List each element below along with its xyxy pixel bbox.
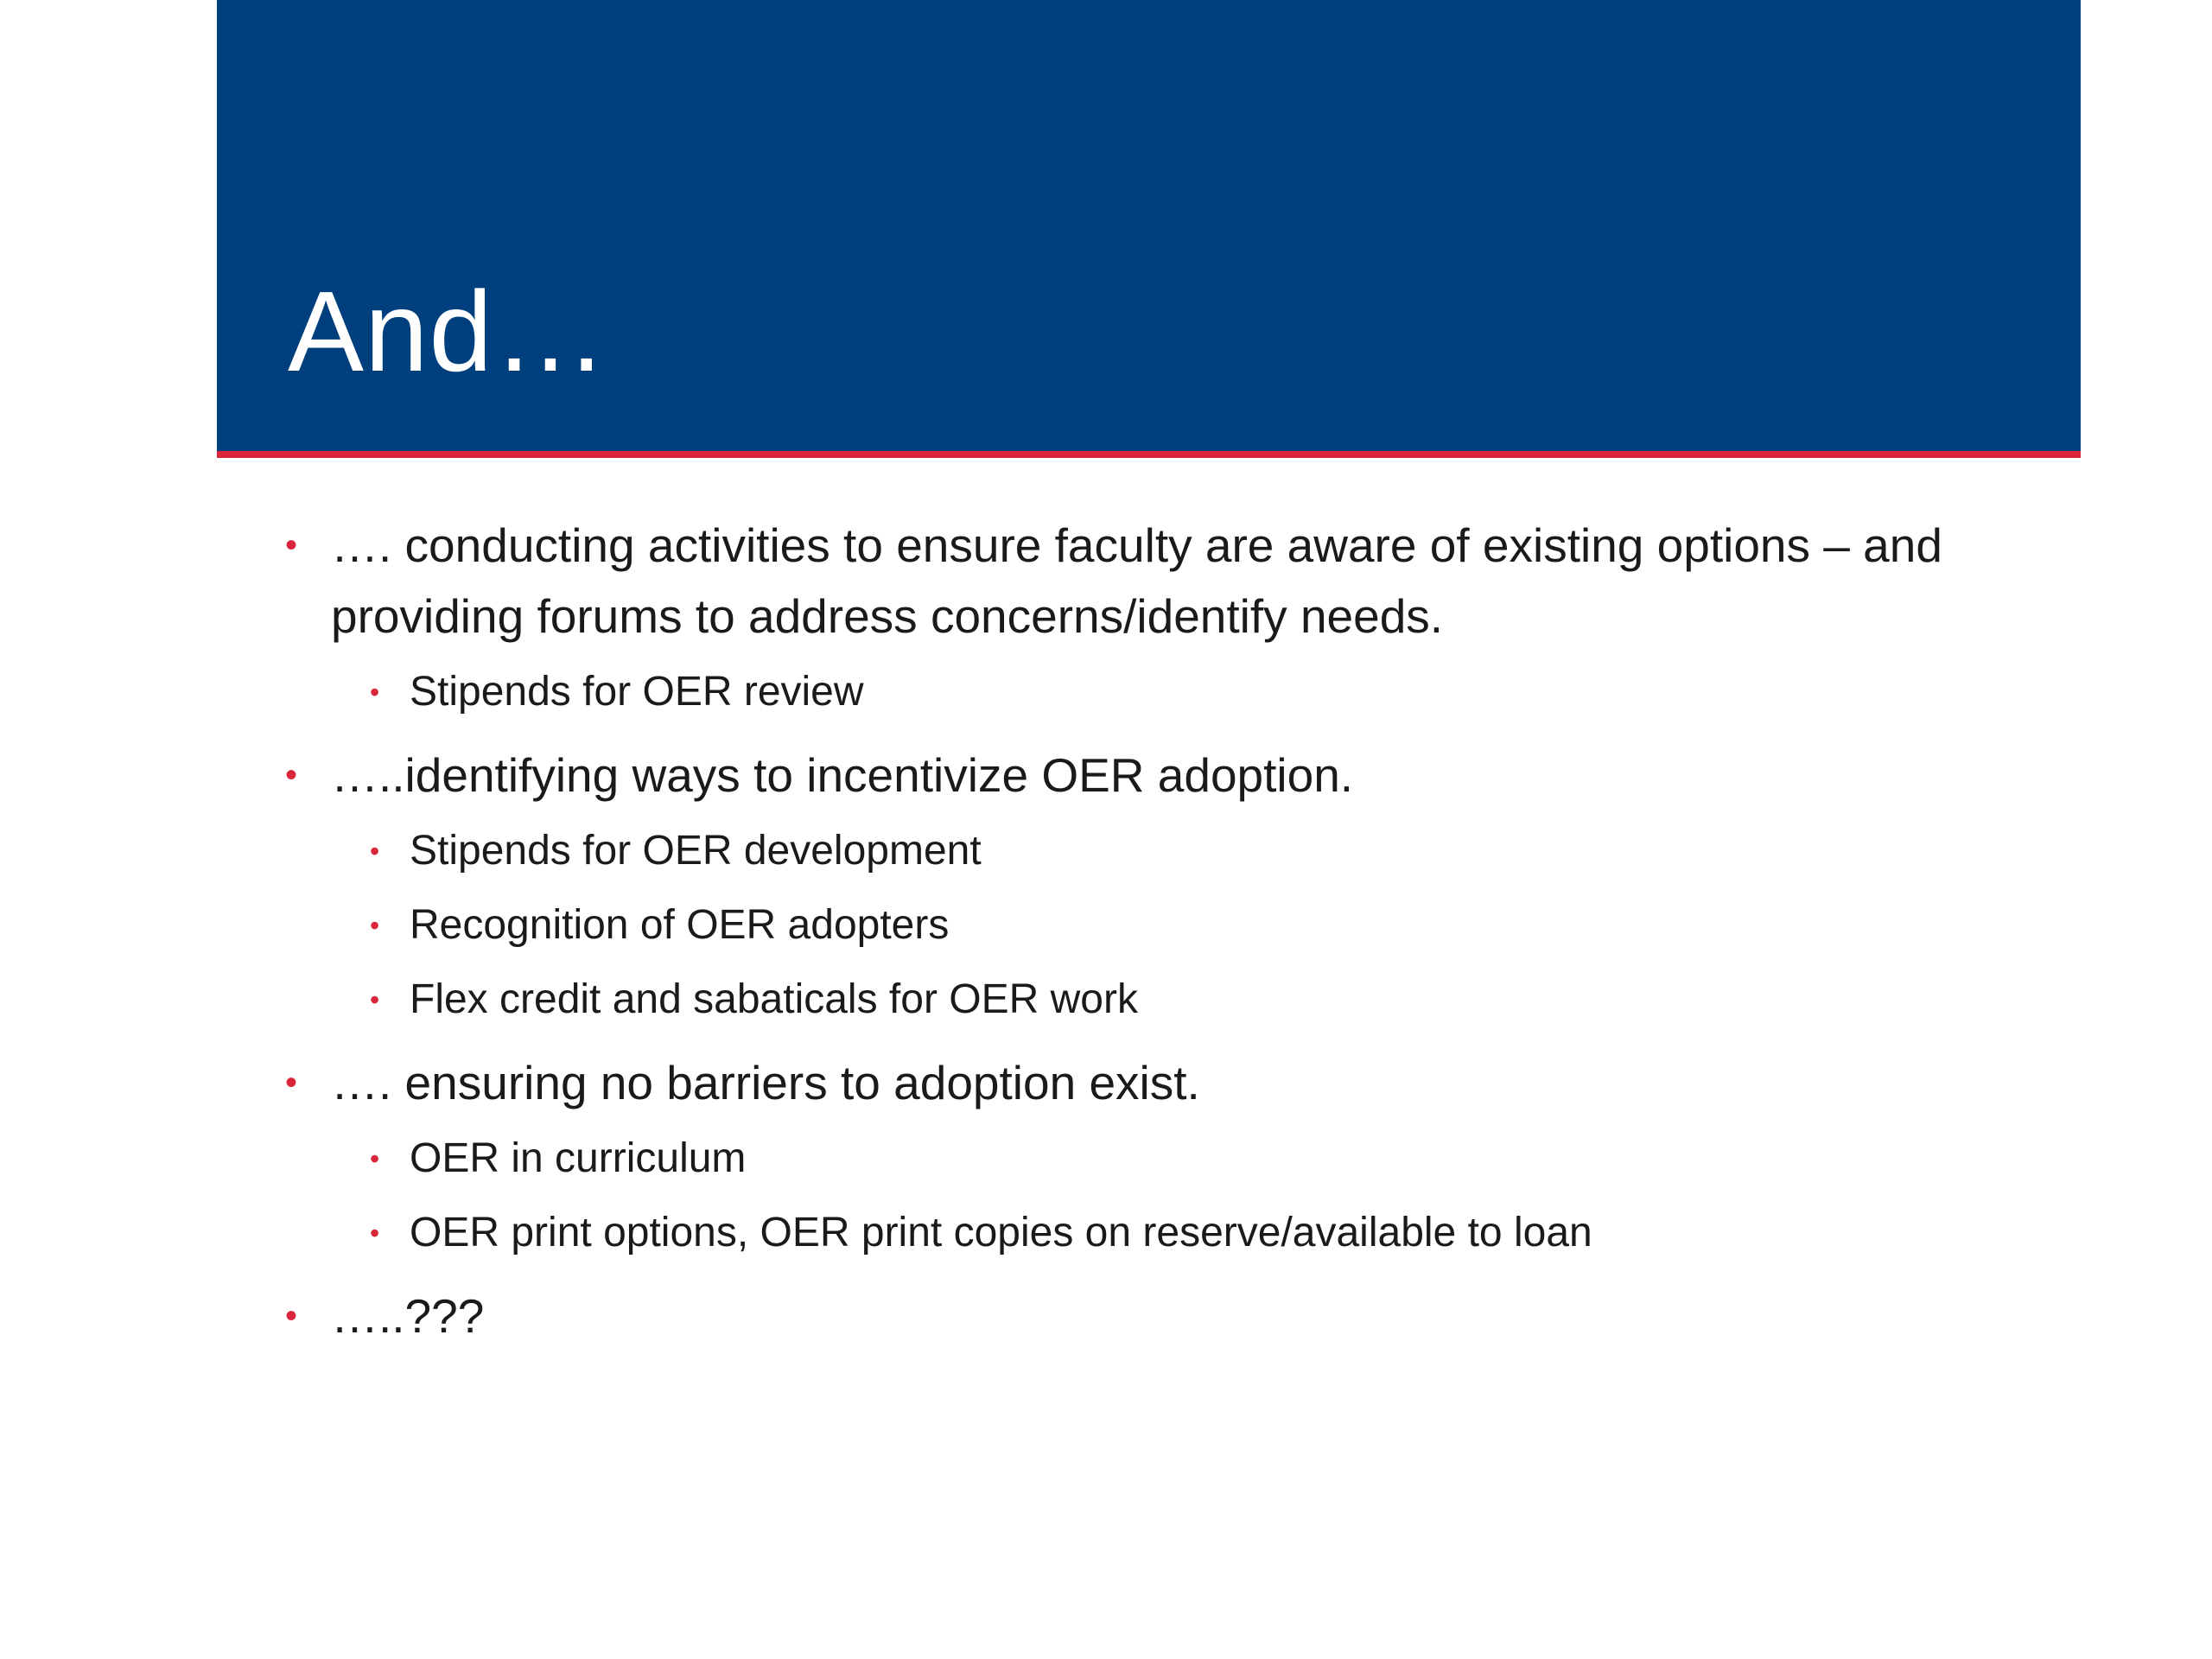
title-banner (217, 0, 2081, 458)
bullet-dot-icon: • (285, 526, 298, 564)
bullet-dot-icon: • (370, 1217, 380, 1249)
bullet-dot-icon: • (370, 984, 380, 1015)
bullet-dot-icon: • (285, 1064, 298, 1102)
bullet-item (285, 1281, 1970, 1351)
sub-bullet-item (285, 888, 1970, 963)
sub-bullet-text: Recognition of OER adopters (410, 902, 950, 948)
sub-bullet-text: OER print options, OER print copies on reserve/available to loan (410, 1210, 1592, 1255)
slide-body (285, 510, 1970, 1362)
sub-bullet-text: OER in curriculum (410, 1135, 747, 1181)
bullet-item (285, 1047, 1970, 1270)
sub-bullet-text: Stipends for OER development (410, 828, 982, 874)
bullet-text: …..identifying ways to incentivize OER adoption. (331, 748, 1354, 802)
bullet-text: …..??? (331, 1289, 485, 1343)
sub-bullet-text: Stipends for OER review (410, 669, 864, 715)
slide-title: And… (288, 268, 608, 395)
bullet-dot-icon: • (370, 836, 380, 867)
sub-bullet-item (285, 1122, 1970, 1196)
bullet-dot-icon: • (285, 1297, 298, 1335)
sub-bullet-list (331, 655, 1970, 729)
bullet-text: …. conducting activities to ensure faculty are aware of existing options – and providing forums to address concerns/identify needs. (331, 518, 1942, 643)
sub-bullet-item (285, 963, 1970, 1037)
bullet-item (285, 740, 1970, 1037)
sub-bullet-item (285, 655, 1970, 729)
bullet-text: …. ensuring no barriers to adoption exist. (331, 1056, 1200, 1109)
bullet-dot-icon: • (370, 1143, 380, 1174)
sub-bullet-item (285, 814, 1970, 888)
sub-bullet-list (331, 1122, 1970, 1270)
bullet-dot-icon: • (370, 910, 380, 941)
bullet-item (285, 510, 1970, 729)
sub-bullet-list (331, 814, 1970, 1037)
sub-bullet-item (285, 1196, 1970, 1270)
bullet-dot-icon: • (285, 756, 298, 794)
sub-bullet-text: Flex credit and sabaticals for OER work (410, 976, 1138, 1022)
bullet-list (285, 510, 1970, 1351)
bullet-dot-icon: • (370, 677, 380, 708)
